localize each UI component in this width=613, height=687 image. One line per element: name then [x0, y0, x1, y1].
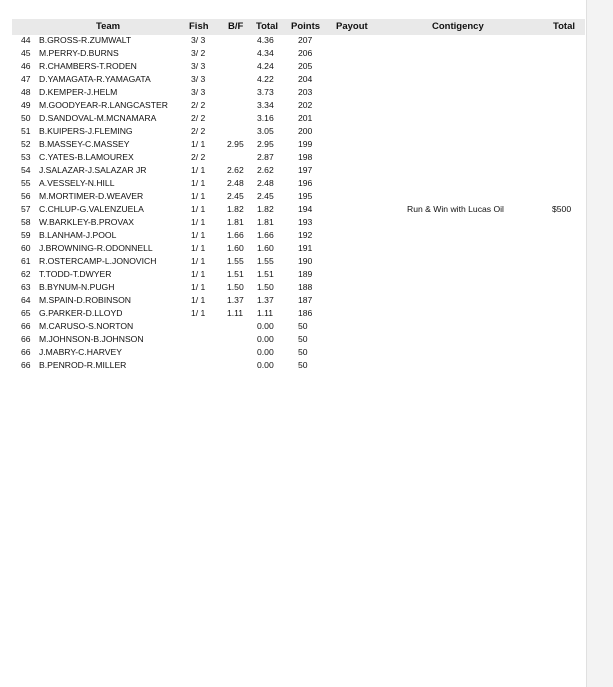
total-weight-cell: 3.73 — [257, 87, 274, 97]
team-cell: M.SPAIN-D.ROBINSON — [39, 295, 131, 305]
total-weight-cell: 0.00 — [257, 360, 274, 370]
points-cell: 203 — [298, 87, 313, 97]
fish-cell: 1/ 1 — [191, 295, 206, 305]
fish-cell: 3/ 3 — [191, 61, 206, 71]
big-fish-cell: 1.81 — [227, 217, 244, 227]
table-row — [0, 281, 587, 294]
points-cell: 191 — [298, 243, 313, 253]
table-row — [0, 177, 587, 190]
header-payout: Payout — [336, 21, 368, 32]
header-total: Total — [256, 21, 278, 32]
place-cell: 66 — [21, 321, 31, 331]
team-cell: M.CARUSO-S.NORTON — [39, 321, 134, 331]
fish-cell: 3/ 2 — [191, 48, 206, 58]
place-cell: 65 — [21, 308, 31, 318]
big-fish-cell: 1.51 — [227, 269, 244, 279]
points-cell: 204 — [298, 74, 313, 84]
table-row — [0, 203, 587, 216]
points-cell: 198 — [298, 152, 313, 162]
total-weight-cell: 4.36 — [257, 35, 274, 45]
big-fish-cell: 2.62 — [227, 165, 244, 175]
points-cell: 196 — [298, 178, 313, 188]
table-row — [0, 34, 587, 47]
total-weight-cell: 1.60 — [257, 243, 274, 253]
fish-cell: 1/ 1 — [191, 191, 206, 201]
fish-cell: 1/ 1 — [191, 256, 206, 266]
team-cell: M.PERRY-D.BURNS — [39, 48, 119, 58]
place-cell: 56 — [21, 191, 31, 201]
table-row — [0, 138, 587, 151]
total-weight-cell: 1.50 — [257, 282, 274, 292]
total-weight-cell: 2.95 — [257, 139, 274, 149]
results-table — [0, 34, 587, 372]
table-row — [0, 47, 587, 60]
place-cell: 49 — [21, 100, 31, 110]
contingency-total-cell: $500 — [552, 204, 572, 214]
table-row — [0, 112, 587, 125]
big-fish-cell: 2.45 — [227, 191, 244, 201]
team-cell: R.CHAMBERS-T.RODEN — [39, 61, 137, 71]
table-row — [0, 73, 587, 86]
total-weight-cell: 1.11 — [257, 308, 274, 318]
team-cell: J.SALAZAR-J.SALAZAR JR — [39, 165, 147, 175]
place-cell: 46 — [21, 61, 31, 71]
points-cell: 188 — [298, 282, 313, 292]
header-points: Points — [291, 21, 321, 32]
team-cell: B.MASSEY-C.MASSEY — [39, 139, 130, 149]
points-cell: 190 — [298, 256, 313, 266]
total-weight-cell: 1.66 — [257, 230, 274, 240]
table-row — [0, 346, 587, 359]
place-cell: 45 — [21, 48, 31, 58]
fish-cell: 2/ 2 — [191, 100, 206, 110]
place-cell: 55 — [21, 178, 31, 188]
place-cell: 54 — [21, 165, 31, 175]
fish-cell: 1/ 1 — [191, 139, 206, 149]
big-fish-cell: 2.48 — [227, 178, 244, 188]
fish-cell: 3/ 3 — [191, 87, 206, 97]
table-row — [0, 125, 587, 138]
total-weight-cell: 3.34 — [257, 100, 274, 110]
team-cell: R.OSTERCAMP-L.JONOVICH — [39, 256, 157, 266]
team-cell: M.GOODYEAR-R.LANGCASTER — [39, 100, 168, 110]
table-row — [0, 229, 587, 242]
total-weight-cell: 2.48 — [257, 178, 274, 188]
team-cell: G.PARKER-D.LLOYD — [39, 308, 123, 318]
total-weight-cell: 4.34 — [257, 48, 274, 58]
total-weight-cell: 4.22 — [257, 74, 274, 84]
page-edge — [586, 0, 613, 687]
table-row — [0, 60, 587, 73]
points-cell: 202 — [298, 100, 313, 110]
points-cell: 201 — [298, 113, 313, 123]
header-contingency: Contigency — [432, 21, 484, 32]
place-cell: 61 — [21, 256, 31, 266]
big-fish-cell: 1.55 — [227, 256, 244, 266]
team-cell: B.BYNUM-N.PUGH — [39, 282, 115, 292]
team-cell: A.VESSELY-N.HILL — [39, 178, 115, 188]
team-cell: C.YATES-B.LAMOUREX — [39, 152, 134, 162]
total-weight-cell: 4.24 — [257, 61, 274, 71]
big-fish-cell: 2.95 — [227, 139, 244, 149]
points-cell: 50 — [298, 360, 308, 370]
place-cell: 66 — [21, 334, 31, 344]
fish-cell: 2/ 2 — [191, 152, 206, 162]
fish-cell: 3/ 3 — [191, 74, 206, 84]
header-team: Team — [96, 21, 121, 32]
big-fish-cell: 1.60 — [227, 243, 244, 253]
team-cell: B.LANHAM-J.POOL — [39, 230, 117, 240]
total-weight-cell: 0.00 — [257, 321, 274, 331]
table-row — [0, 242, 587, 255]
points-cell: 195 — [298, 191, 313, 201]
total-weight-cell: 1.37 — [257, 295, 274, 305]
place-cell: 47 — [21, 74, 31, 84]
table-row — [0, 359, 587, 372]
big-fish-cell: 1.50 — [227, 282, 244, 292]
team-cell: C.CHLUP-G.VALENZUELA — [39, 204, 144, 214]
team-cell: D.KEMPER-J.HELM — [39, 87, 118, 97]
team-cell: B.GROSS-R.ZUMWALT — [39, 35, 132, 45]
team-cell: B.PENROD-R.MILLER — [39, 360, 127, 370]
table-row — [0, 320, 587, 333]
table-row — [0, 216, 587, 229]
big-fish-cell: 1.37 — [227, 295, 244, 305]
total-weight-cell: 0.00 — [257, 347, 274, 357]
points-cell: 207 — [298, 35, 313, 45]
team-cell: B.KUIPERS-J.FLEMING — [39, 126, 133, 136]
total-weight-cell: 3.16 — [257, 113, 274, 123]
place-cell: 64 — [21, 295, 31, 305]
total-weight-cell: 2.87 — [257, 152, 274, 162]
fish-cell: 1/ 1 — [191, 165, 206, 175]
points-cell: 194 — [298, 204, 313, 214]
table-row — [0, 268, 587, 281]
table-row — [0, 307, 587, 320]
points-cell: 50 — [298, 347, 308, 357]
place-cell: 66 — [21, 347, 31, 357]
fish-cell: 2/ 2 — [191, 113, 206, 123]
fish-cell: 1/ 1 — [191, 230, 206, 240]
table-row — [0, 86, 587, 99]
points-cell: 189 — [298, 269, 313, 279]
total-weight-cell: 0.00 — [257, 334, 274, 344]
place-cell: 50 — [21, 113, 31, 123]
table-row — [0, 255, 587, 268]
place-cell: 58 — [21, 217, 31, 227]
place-cell: 52 — [21, 139, 31, 149]
fish-cell: 1/ 1 — [191, 269, 206, 279]
place-cell: 59 — [21, 230, 31, 240]
big-fish-cell: 1.82 — [227, 204, 244, 214]
points-cell: 205 — [298, 61, 313, 71]
points-cell: 50 — [298, 334, 308, 344]
points-cell: 197 — [298, 165, 313, 175]
fish-cell: 1/ 1 — [191, 178, 206, 188]
team-cell: M.MORTIMER-D.WEAVER — [39, 191, 144, 201]
points-cell: 199 — [298, 139, 313, 149]
table-row — [0, 333, 587, 346]
place-cell: 63 — [21, 282, 31, 292]
header-fish: Fish — [189, 21, 209, 32]
place-cell: 66 — [21, 360, 31, 370]
points-cell: 193 — [298, 217, 313, 227]
contingency-cell: Run & Win with Lucas Oil — [407, 204, 504, 214]
table-row — [0, 99, 587, 112]
fish-cell: 1/ 1 — [191, 217, 206, 227]
place-cell: 44 — [21, 35, 31, 45]
big-fish-cell: 1.11 — [227, 308, 244, 318]
fish-cell: 1/ 1 — [191, 308, 206, 318]
place-cell: 62 — [21, 269, 31, 279]
table-row — [0, 164, 587, 177]
place-cell: 51 — [21, 126, 31, 136]
table-row — [0, 151, 587, 164]
total-weight-cell: 2.62 — [257, 165, 274, 175]
points-cell: 186 — [298, 308, 313, 318]
team-cell: W.BARKLEY-B.PROVAX — [39, 217, 135, 227]
total-weight-cell: 1.81 — [257, 217, 274, 227]
big-fish-cell: 1.66 — [227, 230, 244, 240]
team-cell: D.YAMAGATA-R.YAMAGATA — [39, 74, 151, 84]
fish-cell: 1/ 1 — [191, 243, 206, 253]
points-cell: 206 — [298, 48, 313, 58]
total-weight-cell: 3.05 — [257, 126, 274, 136]
team-cell: J.MABRY-C.HARVEY — [39, 347, 122, 357]
fish-cell: 1/ 1 — [191, 204, 206, 214]
total-weight-cell: 2.45 — [257, 191, 274, 201]
place-cell: 57 — [21, 204, 31, 214]
team-cell: T.TODD-T.DWYER — [39, 269, 112, 279]
table-row — [0, 294, 587, 307]
total-weight-cell: 1.82 — [257, 204, 274, 214]
fish-cell: 1/ 1 — [191, 282, 206, 292]
header-bf: B/F — [228, 21, 244, 32]
points-cell: 200 — [298, 126, 313, 136]
team-cell: J.BROWNING-R.ODONNELL — [39, 243, 153, 253]
points-cell: 192 — [298, 230, 313, 240]
total-weight-cell: 1.51 — [257, 269, 274, 279]
place-cell: 48 — [21, 87, 31, 97]
team-cell: M.JOHNSON-B.JOHNSON — [39, 334, 144, 344]
table-row — [0, 190, 587, 203]
points-cell: 50 — [298, 321, 308, 331]
points-cell: 187 — [298, 295, 313, 305]
header-contingency-total: Total — [553, 21, 575, 32]
place-cell: 53 — [21, 152, 31, 162]
fish-cell: 3/ 3 — [191, 35, 206, 45]
total-weight-cell: 1.55 — [257, 256, 274, 266]
team-cell: D.SANDOVAL-M.MCNAMARA — [39, 113, 157, 123]
fish-cell: 2/ 2 — [191, 126, 206, 136]
place-cell: 60 — [21, 243, 31, 253]
